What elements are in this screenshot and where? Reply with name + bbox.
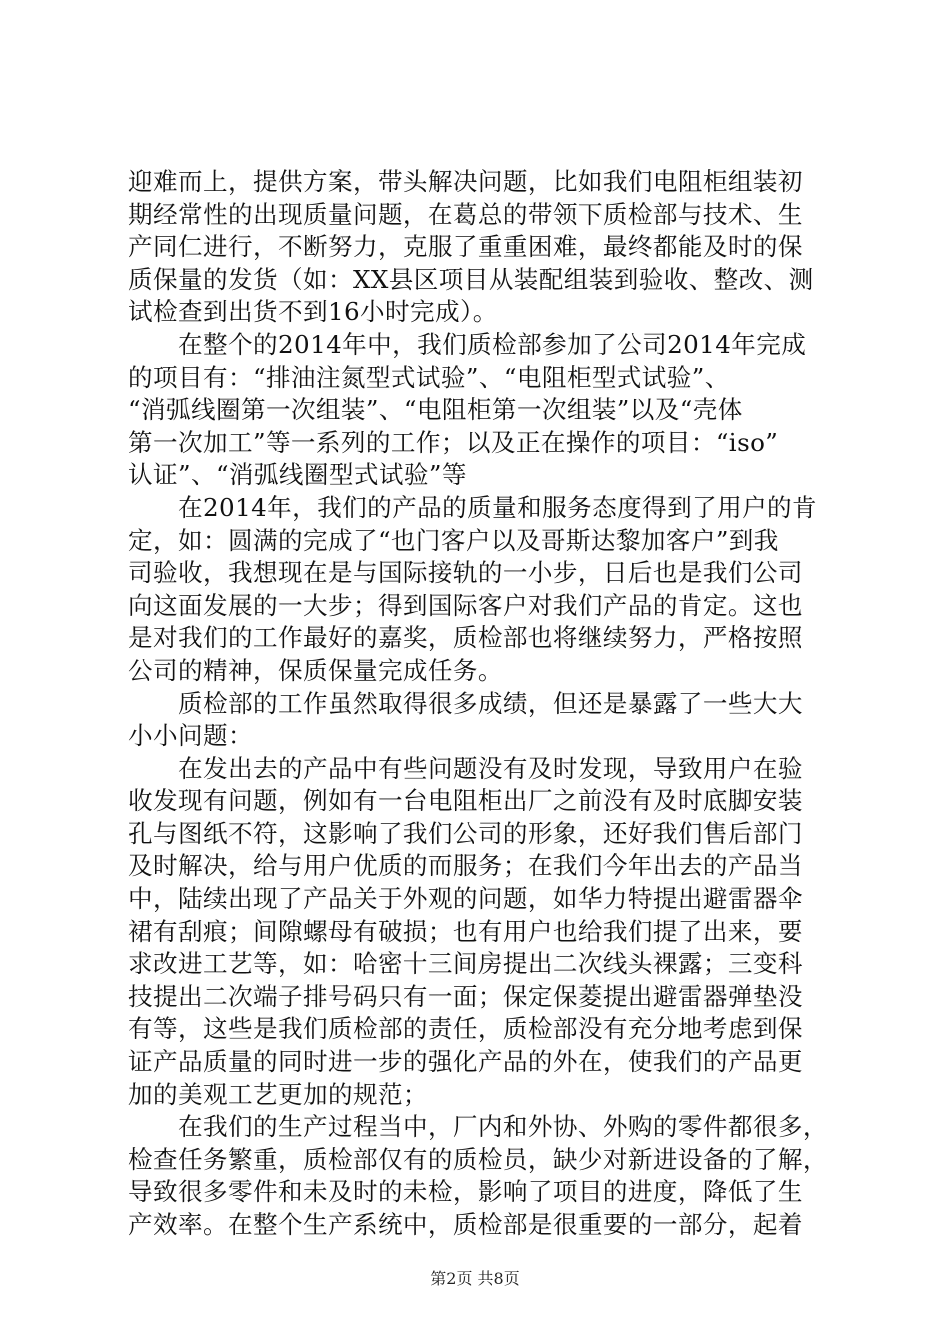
text-line: 导致很多零件和未及时的未检，影响了项目的进度，降低了生 (128, 1177, 803, 1207)
text-line: 求改进工艺等，如：哈密十三间房提出二次线头裸露；三变科 (128, 949, 803, 979)
text-line: 期经常性的出现质量问题，在葛总的带领下质检部与技术、生 (128, 199, 803, 229)
text-line: 认证”、“消弧线圈型式试验”等 (128, 460, 467, 490)
text-line: 向这面发展的一大步；得到国际客户对我们产品的肯定。这也 (128, 590, 803, 620)
text-line: 是对我们的工作最好的嘉奖，质检部也将继续努力，严格按照 (128, 623, 803, 653)
text-line: 在2014年，我们的产品的质量和服务态度得到了用户的肯 (178, 492, 818, 522)
text-line: 收发现有问题，例如有一台电阻柜出厂之前没有及时底脚安装 (128, 786, 803, 816)
text-line: 试检查到出货不到16小时完成）。 (128, 297, 498, 327)
text-line: 公司的精神，保质保量完成任务。 (128, 655, 503, 685)
text-line: “消弧线圈第一次组装”、“电阻柜第一次组装”以及“壳体 (128, 395, 743, 425)
body-text (128, 166, 828, 1242)
text-line: 产同仁进行，不断努力，克服了重重困难，最终都能及时的保 (128, 232, 803, 262)
text-line: 孔与图纸不符，这影响了我们公司的形象，还好我们售后部门 (128, 818, 803, 848)
text-line: 迎难而上，提供方案，带头解决问题，比如我们电阻柜组装初 (128, 167, 803, 196)
text-line: 质保量的发货（如：XX县区项目从装配组装到验收、整改、测 (128, 264, 814, 294)
text-line: 及时解决，给与用户优质的而服务；在我们今年出去的产品当 (128, 851, 803, 881)
text-line: 证产品质量的同时进一步的强化产品的外在，使我们的产品更 (128, 1047, 803, 1077)
text-line: 小小问题： (128, 721, 253, 751)
text-line: 司验收，我想现在是与国际接轨的一小步，日后也是我们公司 (128, 558, 803, 588)
page-footer: 第2页 共8页 (430, 1269, 520, 1288)
text-line: 加的美观工艺更加的规范； (128, 1079, 428, 1109)
text-line: 的项目有：“排油注氮型式试验”、“电阻柜型式试验”、 (128, 362, 730, 392)
text-line: 技提出二次端子排号码只有一面；保定保菱提出避雷器弹垫没 (128, 981, 803, 1011)
text-line: 定，如：圆满的完成了“也门客户以及哥斯达黎加客户”到我 (128, 525, 779, 555)
text-line: 在发出去的产品中有些问题没有及时发现，导致用户在验 (178, 753, 803, 783)
text-line: 中，陆续出现了产品关于外观的问题，如华力特提出避雷器伞 (128, 884, 803, 914)
text-line: 质检部的工作虽然取得很多成绩，但还是暴露了一些大大 (178, 688, 803, 718)
text-line: 在我们的生产过程当中，厂内和外协、外购的零件都很多， (178, 1112, 828, 1142)
text-line: 在整个的2014年中，我们质检部参加了公司2014年完成 (178, 329, 807, 359)
text-line: 产效率。在整个生产系统中，质检部是很重要的一部分，起着 (128, 1210, 803, 1239)
text-line: 裙有刮痕；间隙螺母有破损；也有用户也给我们提了出来，要 (128, 916, 803, 946)
text-line: 第一次加工”等一系列的工作；以及正在操作的项目：“iso” (128, 427, 779, 457)
text-line: 有等，这些是我们质检部的责任，质检部没有充分地考虑到保 (128, 1014, 803, 1044)
text-line: 检查任务繁重，质检部仅有的质检员，缺少对新进设备的了解， (128, 1144, 828, 1174)
